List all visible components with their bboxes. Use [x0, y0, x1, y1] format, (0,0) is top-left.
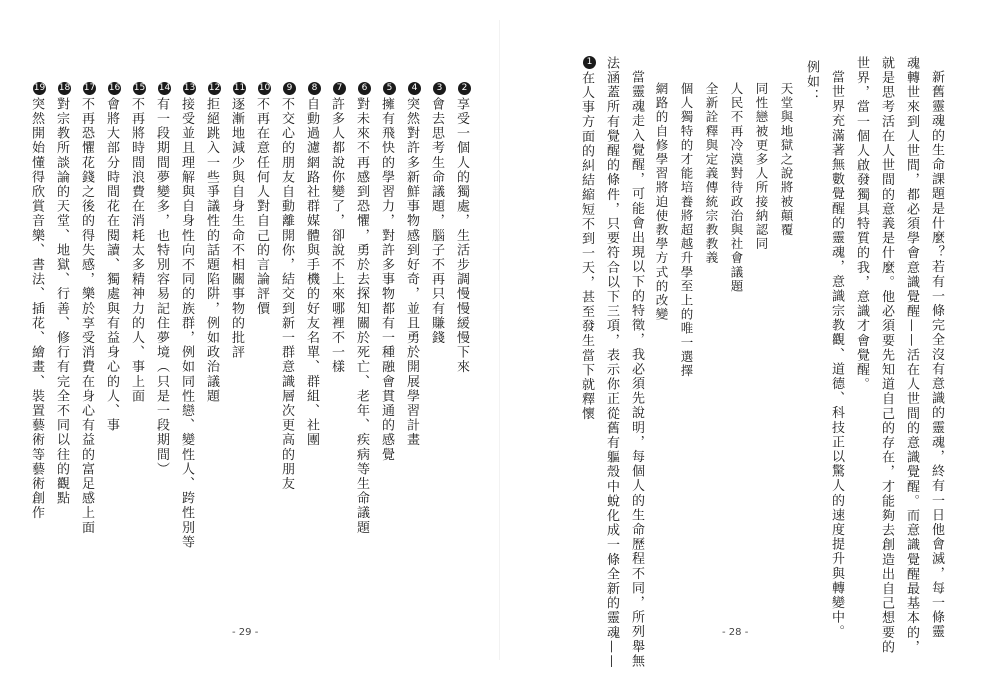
- page-number-right: - 28 -: [722, 627, 749, 638]
- list-item: [224, 82, 249, 562]
- list-item: [199, 82, 224, 562]
- number-badge: 3: [433, 82, 446, 95]
- list-item: [449, 82, 474, 562]
- list-item: [99, 82, 124, 562]
- list-item-text: 不再在意任何人對自己的言論評價: [254, 97, 269, 316]
- list-item-text: 有一段期間夢變多，也特別容易記住夢境（只是一段期間）: [154, 97, 169, 477]
- list-item-text: 拒絕跳入一些爭議性的話題陷阱，例如政治議題: [204, 97, 219, 404]
- list-item: [149, 82, 174, 562]
- list-item-text: 逐漸地減少與自身生命不相關事物的批評: [229, 97, 244, 360]
- example-item: 同性戀被更多人所接納認同: [754, 82, 769, 252]
- list-item: [174, 82, 199, 562]
- number-badge: 15: [133, 83, 146, 93]
- number-badge: 6: [358, 82, 371, 95]
- right-page: [500, 0, 1001, 677]
- list-item-text: 許多人都說你變了，卻說不上來哪裡不一樣: [329, 97, 344, 375]
- number-badge: 19: [33, 83, 46, 93]
- list-item-text: 不再恐懼花錢之後的得失感，樂於享受消費在身心有益的富足感上面: [79, 97, 94, 535]
- list-item-text: 自動過濾網路社群媒體與手機的好友名單、群組、社團: [304, 97, 319, 448]
- number-badge: 10: [258, 83, 271, 93]
- paragraph-worldview: 當世界充滿著無數覺醒的靈魂，意識宗教觀、道德、科技正以驚人的速度提升與轉變中。: [829, 70, 844, 640]
- list-item-text: 對未來不再感到恐懼，勇於去探知關於死亡、老年、疾病等生命議題: [354, 97, 369, 535]
- list-item-text: 突然開始懂得欣賞音樂、書法、插花、繪畫、裝置藝術等藝術創作: [29, 97, 44, 521]
- list-item: [324, 82, 349, 562]
- example-label: 例如：: [804, 60, 819, 104]
- list-item: [374, 82, 399, 562]
- intro-line-2: 魂轉世來到人世間，都必須學會意識覺醒——活在人世間的意識覺醒。而意識覺醒最基本的，: [904, 56, 919, 655]
- number-badge: 14: [158, 83, 171, 93]
- example-item: 全新詮釋與定義傳統宗教教義: [704, 82, 719, 266]
- page-number-left: - 29 -: [232, 627, 259, 638]
- number-badge: 7: [333, 82, 346, 95]
- list-item-text: 會將大部分時間花在閱讀、獨處與有益身心的人、事: [104, 97, 119, 433]
- number-badge: 2: [458, 82, 471, 95]
- intro-line-3: 就是思考活在人世間的意義是什麼。他必須要先知道自己的存在，才能夠去創造出自己想要的: [879, 56, 894, 655]
- list-item-text: 對宗教所談論的天堂、地獄、行善、修行有完全不同以往的觀點: [54, 97, 69, 506]
- number-badge: 11: [233, 83, 246, 93]
- left-page: [0, 0, 500, 677]
- list-item: [274, 82, 299, 562]
- number-badge: 16: [108, 83, 121, 93]
- list-item: [124, 82, 149, 562]
- number-badge: 1: [583, 56, 596, 69]
- number-badge: 13: [183, 83, 196, 93]
- list-item: [249, 82, 274, 562]
- list-item-text: 在人事方面的糾結縮短不到一天，甚至發生當下就釋懷: [579, 71, 594, 422]
- list-item: [24, 82, 49, 562]
- list-item: [349, 82, 374, 562]
- example-item: 天堂與地獄之說將被顛覆: [779, 82, 794, 238]
- list-item-text: 不交心的朋友自動離開你，結交到新一群意識層次更高的朋友: [279, 97, 294, 492]
- list-item-text: 享受一個人的獨處，生活步調慢慢緩慢下來: [454, 97, 469, 375]
- example-item: 人民不再冷漠對待政治與社會議題: [729, 82, 744, 294]
- list-item-text: 突然對許多新鮮事物感到好奇，並且勇於開展學習計畫: [404, 97, 419, 448]
- list-item: [49, 82, 74, 562]
- list-item: [299, 82, 324, 562]
- number-badge: 5: [383, 82, 396, 95]
- number-badge: 18: [58, 83, 71, 93]
- example-item: 網路的自修學習將迫使教學方式的改變: [654, 82, 669, 322]
- list-item: [424, 82, 449, 562]
- number-badge: 9: [283, 82, 296, 95]
- list-item-1: [574, 56, 599, 626]
- list-item-text: 接受並且理解與自身性向不同的族群，例如同性戀、變性人、跨性別等: [179, 97, 194, 550]
- list-item: [399, 82, 424, 562]
- number-badge: 4: [408, 82, 421, 95]
- list-item-text: 不再將時間浪費在消耗太多精神力的人、事上面: [129, 97, 144, 404]
- number-badge: 8: [308, 82, 321, 95]
- intro-line-4: 世界，當一個人啟發獨具特質的我，意識才會覺醒。: [854, 56, 869, 392]
- list-item-text: 會去思考生命議題，腦子不再只有賺錢: [429, 97, 444, 346]
- intro-line-1: 新舊靈魂的生命課題是什麼？若有一條完全沒有意識的靈魂，終有一日他會滅，每一條靈: [929, 70, 944, 640]
- list-item: [74, 82, 99, 562]
- list-item-text: 擁有飛快的學習力，對許多事物都有一種融會貫通的感覺: [379, 97, 394, 462]
- features-line-2: 法涵蓋所有覺醒的條件，只要符合以下三項，表示你正從舊有軀殼中蛻化成一條全新的靈魂——: [604, 56, 619, 670]
- features-line-1: 當靈魂走入覺醒，可能會出現以下的特徵，我必須先說明，每個人的生命歷程不同，所列舉無: [629, 70, 644, 669]
- number-badge: 17: [83, 83, 96, 93]
- left-page-list: [24, 82, 474, 562]
- number-badge: 12: [208, 83, 221, 93]
- example-item: 個人獨特的才能培養將超越升學至上的唯一選擇: [679, 82, 694, 379]
